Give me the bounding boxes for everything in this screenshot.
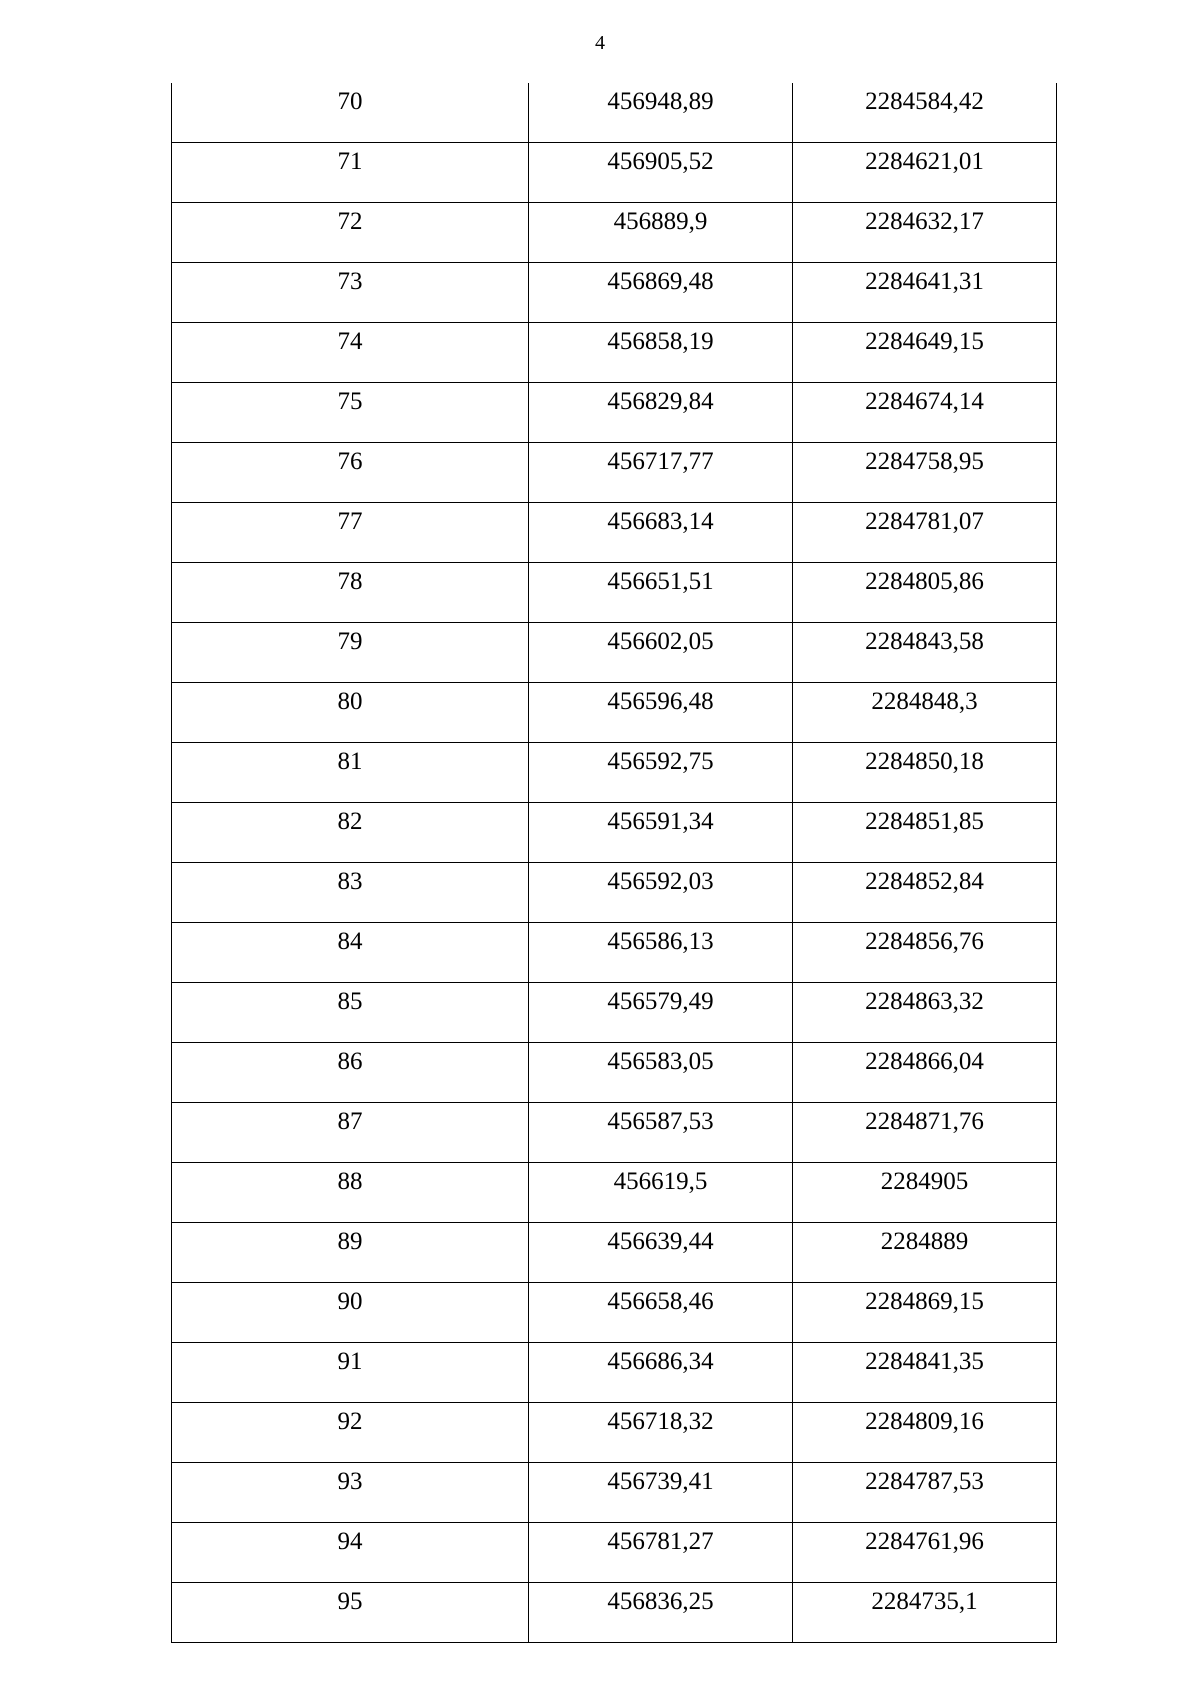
y-coordinate-cell: 2284781,07 — [793, 503, 1057, 563]
y-coordinate-cell: 2284809,16 — [793, 1403, 1057, 1463]
y-coordinate-cell: 2284869,15 — [793, 1283, 1057, 1343]
point-number-cell: 84 — [172, 923, 529, 983]
point-number-cell: 87 — [172, 1103, 529, 1163]
table-row — [172, 923, 1057, 983]
point-number-cell: 89 — [172, 1223, 529, 1283]
table-row — [172, 1523, 1057, 1583]
x-coordinate-cell: 456592,03 — [529, 863, 793, 923]
x-coordinate-cell: 456836,25 — [529, 1583, 793, 1643]
point-number-cell: 82 — [172, 803, 529, 863]
y-coordinate-cell: 2284805,86 — [793, 563, 1057, 623]
point-number-cell: 91 — [172, 1343, 529, 1403]
point-number-cell: 83 — [172, 863, 529, 923]
table-row — [172, 683, 1057, 743]
y-coordinate-cell: 2284905 — [793, 1163, 1057, 1223]
table-row — [172, 203, 1057, 263]
table-row — [172, 743, 1057, 803]
table-row — [172, 1343, 1057, 1403]
y-coordinate-cell: 2284621,01 — [793, 143, 1057, 203]
point-number-cell: 72 — [172, 203, 529, 263]
y-coordinate-cell: 2284761,96 — [793, 1523, 1057, 1583]
x-coordinate-cell: 456619,5 — [529, 1163, 793, 1223]
coordinates-table-body — [172, 83, 1057, 1643]
table-row — [172, 83, 1057, 143]
table-row — [172, 863, 1057, 923]
x-coordinate-cell: 456596,48 — [529, 683, 793, 743]
table-row — [172, 983, 1057, 1043]
x-coordinate-cell: 456829,84 — [529, 383, 793, 443]
table-row — [172, 323, 1057, 383]
x-coordinate-cell: 456717,77 — [529, 443, 793, 503]
y-coordinate-cell: 2284871,76 — [793, 1103, 1057, 1163]
table-row — [172, 1583, 1057, 1643]
y-coordinate-cell: 2284584,42 — [793, 83, 1057, 143]
x-coordinate-cell: 456592,75 — [529, 743, 793, 803]
x-coordinate-cell: 456591,34 — [529, 803, 793, 863]
x-coordinate-cell: 456739,41 — [529, 1463, 793, 1523]
table-row — [172, 623, 1057, 683]
x-coordinate-cell: 456579,49 — [529, 983, 793, 1043]
x-coordinate-cell: 456658,46 — [529, 1283, 793, 1343]
y-coordinate-cell: 2284856,76 — [793, 923, 1057, 983]
x-coordinate-cell: 456905,52 — [529, 143, 793, 203]
point-number-cell: 78 — [172, 563, 529, 623]
y-coordinate-cell: 2284841,35 — [793, 1343, 1057, 1403]
table-row — [172, 1463, 1057, 1523]
table-row — [172, 1163, 1057, 1223]
x-coordinate-cell: 456651,51 — [529, 563, 793, 623]
y-coordinate-cell: 2284649,15 — [793, 323, 1057, 383]
point-number-cell: 92 — [172, 1403, 529, 1463]
x-coordinate-cell: 456587,53 — [529, 1103, 793, 1163]
y-coordinate-cell: 2284850,18 — [793, 743, 1057, 803]
y-coordinate-cell: 2284889 — [793, 1223, 1057, 1283]
x-coordinate-cell: 456869,48 — [529, 263, 793, 323]
point-number-cell: 95 — [172, 1583, 529, 1643]
y-coordinate-cell: 2284632,17 — [793, 203, 1057, 263]
table-row — [172, 1043, 1057, 1103]
point-number-cell: 74 — [172, 323, 529, 383]
x-coordinate-cell: 456948,89 — [529, 83, 793, 143]
point-number-cell: 71 — [172, 143, 529, 203]
x-coordinate-cell: 456718,32 — [529, 1403, 793, 1463]
point-number-cell: 70 — [172, 83, 529, 143]
y-coordinate-cell: 2284674,14 — [793, 383, 1057, 443]
y-coordinate-cell: 2284843,58 — [793, 623, 1057, 683]
table-row — [172, 503, 1057, 563]
point-number-cell: 73 — [172, 263, 529, 323]
coordinates-table — [171, 83, 1057, 1643]
table-row — [172, 1283, 1057, 1343]
y-coordinate-cell: 2284848,3 — [793, 683, 1057, 743]
x-coordinate-cell: 456781,27 — [529, 1523, 793, 1583]
table-row — [172, 1403, 1057, 1463]
point-number-cell: 90 — [172, 1283, 529, 1343]
x-coordinate-cell: 456639,44 — [529, 1223, 793, 1283]
x-coordinate-cell: 456583,05 — [529, 1043, 793, 1103]
x-coordinate-cell: 456602,05 — [529, 623, 793, 683]
x-coordinate-cell: 456858,19 — [529, 323, 793, 383]
y-coordinate-cell: 2284866,04 — [793, 1043, 1057, 1103]
point-number-cell: 81 — [172, 743, 529, 803]
point-number-cell: 93 — [172, 1463, 529, 1523]
y-coordinate-cell: 2284851,85 — [793, 803, 1057, 863]
table-row — [172, 803, 1057, 863]
page-number: 4 — [595, 32, 605, 54]
point-number-cell: 88 — [172, 1163, 529, 1223]
x-coordinate-cell: 456586,13 — [529, 923, 793, 983]
table-row — [172, 383, 1057, 443]
point-number-cell: 85 — [172, 983, 529, 1043]
point-number-cell: 76 — [172, 443, 529, 503]
point-number-cell: 77 — [172, 503, 529, 563]
y-coordinate-cell: 2284787,53 — [793, 1463, 1057, 1523]
table-row — [172, 143, 1057, 203]
x-coordinate-cell: 456686,34 — [529, 1343, 793, 1403]
x-coordinate-cell: 456889,9 — [529, 203, 793, 263]
table-row — [172, 443, 1057, 503]
table-row — [172, 563, 1057, 623]
y-coordinate-cell: 2284735,1 — [793, 1583, 1057, 1643]
point-number-cell: 86 — [172, 1043, 529, 1103]
point-number-cell: 94 — [172, 1523, 529, 1583]
x-coordinate-cell: 456683,14 — [529, 503, 793, 563]
y-coordinate-cell: 2284852,84 — [793, 863, 1057, 923]
point-number-cell: 80 — [172, 683, 529, 743]
y-coordinate-cell: 2284758,95 — [793, 443, 1057, 503]
y-coordinate-cell: 2284863,32 — [793, 983, 1057, 1043]
table-row — [172, 263, 1057, 323]
table-row — [172, 1223, 1057, 1283]
y-coordinate-cell: 2284641,31 — [793, 263, 1057, 323]
point-number-cell: 79 — [172, 623, 529, 683]
table-row — [172, 1103, 1057, 1163]
point-number-cell: 75 — [172, 383, 529, 443]
